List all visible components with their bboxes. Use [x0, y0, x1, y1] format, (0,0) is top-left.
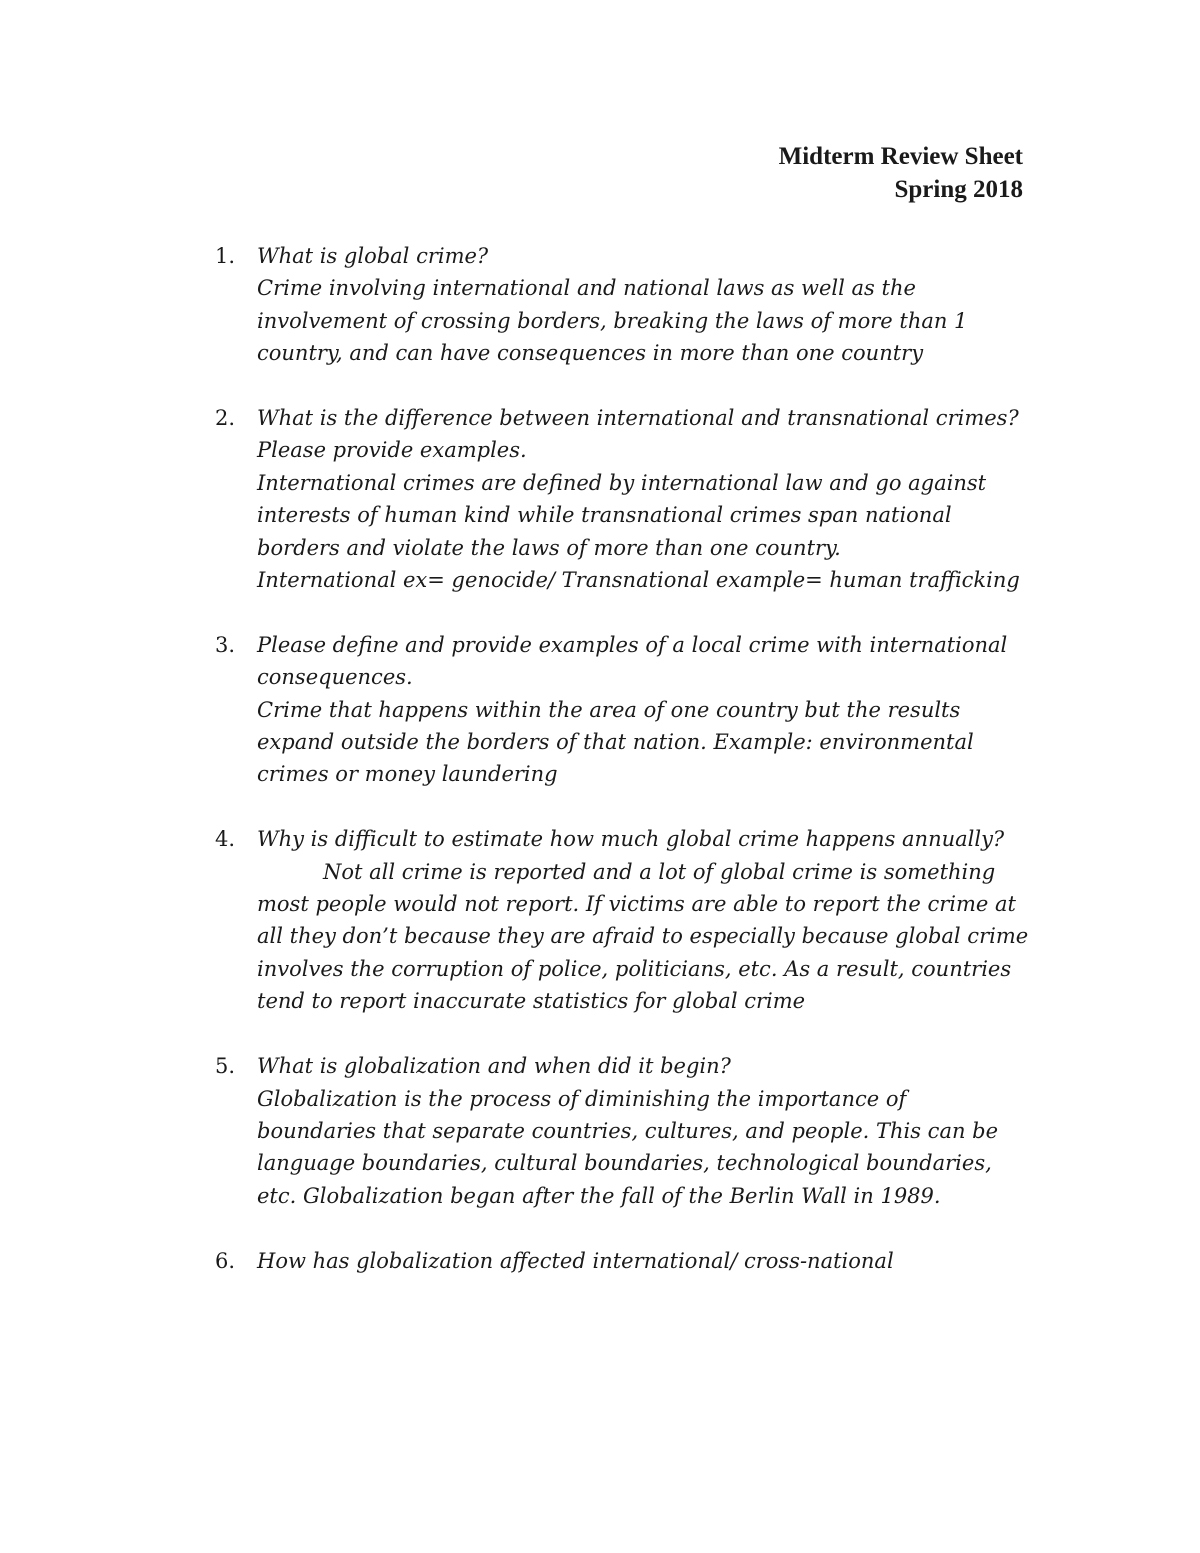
answer-text: International crimes are defined by international law and go against interests of human kind while transnational crimes span national borders and violate the laws of more than one country.: [257, 470, 987, 560]
document-term: Spring 2018: [894, 176, 1023, 203]
question-item-2: [215, 402, 1030, 596]
question-list: [215, 240, 1030, 1309]
answer-text: Not all crime is reported and a lot of global crime is something most people would not report. If victims are able to report the crime at all they don’t because they are afraid to especially because global crime involves the corruption of police, politicians, etc. As a result, countries tend to report inaccurate statistics for global crime: [257, 859, 1029, 1014]
question-text: What is the difference between international and transnational crimes? Please provide examples.: [257, 406, 1019, 463]
question-item-6: [215, 1245, 1030, 1277]
question-item-4: [215, 823, 1030, 1017]
document-title: Midterm Review Sheet: [778, 143, 1023, 170]
question-text: Please define and provide examples of a local crime with international consequences.: [257, 632, 1008, 690]
question-number: 2.: [215, 406, 236, 431]
question-number: 6.: [215, 1248, 236, 1273]
answer-text: Globalization is the process of diminishing the importance of boundaries that separate countries, cultures, and people. This can be language boundaries, cultural boundaries, technological boundaries, etc. Globalization began after the fall of the Berlin Wall in 1989.: [257, 1086, 999, 1208]
question-text: What is globalization and when did it begin?: [257, 1054, 731, 1079]
question-number: 3.: [215, 632, 236, 657]
answer-example: International ex= genocide/ Transnational example= human trafficking: [257, 568, 1020, 593]
question-number: 1.: [215, 244, 236, 268]
question-item-3: [215, 629, 1030, 791]
question-item-1: [215, 240, 1030, 370]
question-item-5: [215, 1050, 1030, 1212]
question-number: 4.: [215, 827, 236, 852]
question-text: What is global crime?: [257, 244, 489, 268]
question-text: Why is difficult to estimate how much global crime happens annually?: [257, 827, 1005, 852]
question-text: How has globalization affected international/ cross-national: [257, 1248, 894, 1273]
answer-text: Crime that happens within the area of one country but the results expand outside the borders of that nation. Example: environmental crimes or money laundering: [257, 697, 974, 787]
document-header: [779, 140, 1023, 206]
answer-text: Crime involving international and national laws as well as the involvement of crossing borders, breaking the laws of more than 1 country, and can have consequences in more than one country: [257, 276, 968, 366]
question-number: 5.: [215, 1054, 236, 1079]
